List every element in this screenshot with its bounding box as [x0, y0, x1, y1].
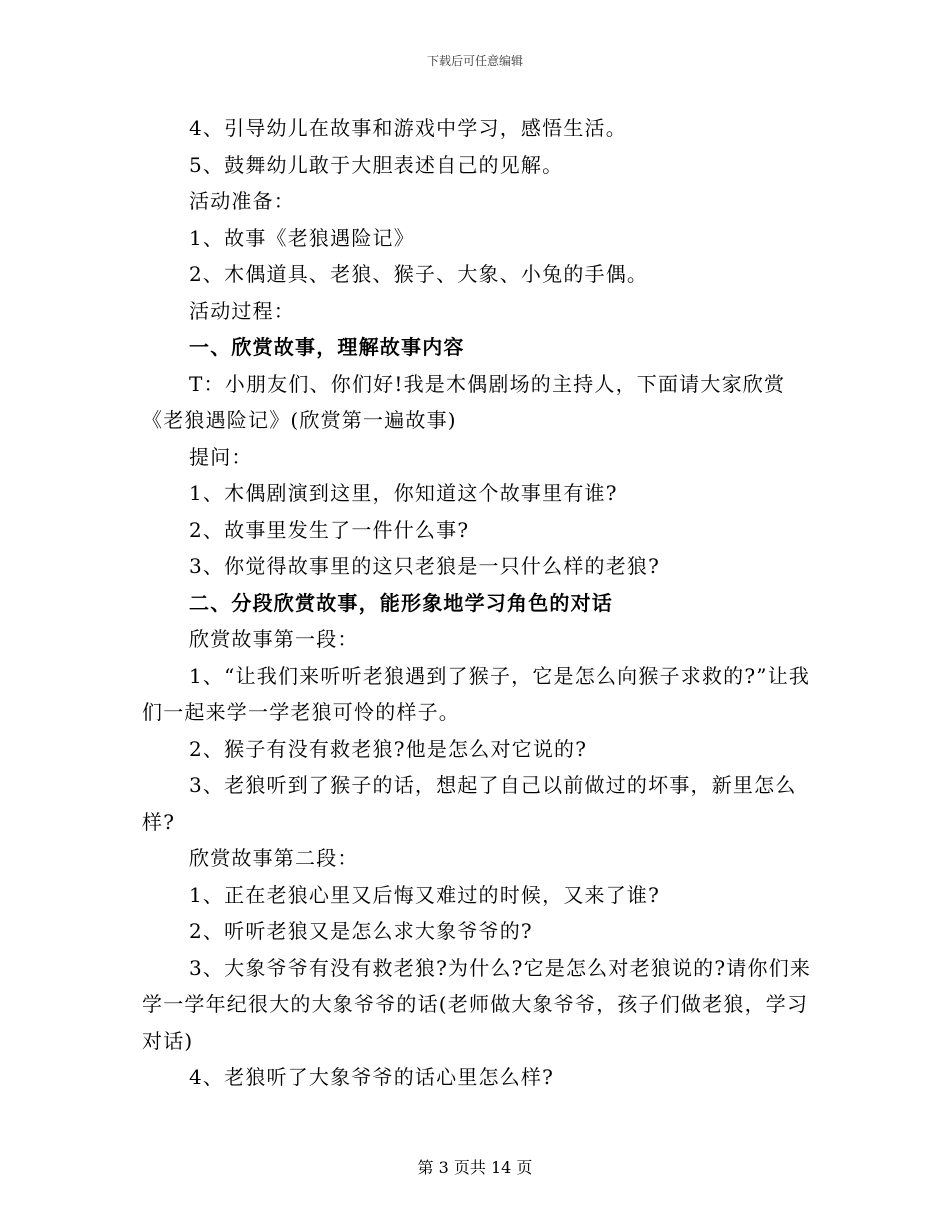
paragraph: 2、故事里发生了一件什么事? [189, 517, 470, 542]
paragraph: 欣赏故事第一段： [189, 627, 359, 651]
paragraph: 1、故事《老狼遇险记》 [189, 225, 415, 250]
page-footer: 第 3 页共 14 页 [417, 1158, 533, 1177]
document-body [142, 110, 812, 1096]
paragraph: 4、引导幼儿在故事和游戏中学习，感悟生活。 [189, 116, 627, 140]
paragraph: 2、听听老狼又是怎么求大象爷爷的? [189, 919, 533, 943]
paragraph: 1、木偶剧演到这里，你知道这个故事里有谁? [189, 481, 618, 505]
paragraph: 4、老狼听了大象爷爷的话心里怎么样? [189, 1065, 555, 1089]
paragraph: 3、你觉得故事里的这只老狼是一只什么样的老狼? [189, 554, 661, 578]
paragraph: 3、大象爷爷有没有救老狼?为什么?它是怎么对老狼说的?请你们来学一学年纪很大的大象爷爷的话(老师做大象爷爷，孩子们做老狼，学习对话) [142, 955, 812, 1053]
section-heading: 一、欣赏故事，理解故事内容 [189, 335, 465, 359]
paragraph: 提问： [189, 444, 253, 469]
paragraph: 活动准备： [189, 189, 295, 213]
paragraph: T：小朋友们、你们好!我是木偶剧场的主持人，下面请大家欣赏《老狼遇险记》(欣赏第一遍故事) [142, 371, 786, 432]
paragraph: 1、“让我们来听听老狼遇到了猴子，它是怎么向猴子求救的?”让我们一起来学一学老狼可怜的样子。 [142, 663, 811, 724]
paragraph: 1、正在老狼心里又后悔又难过的时候，又来了谁? [189, 882, 661, 907]
paragraph: 2、木偶道具、老狼、猴子、大象、小兔的手偶。 [189, 262, 649, 286]
paragraph: 5、鼓舞幼儿敢于大胆表述自己的见解。 [189, 152, 564, 177]
paragraph: 3、老狼听到了猴子的话，想起了自己以前做过的坏事，新里怎么样? [142, 773, 797, 834]
page-header: 下载后可任意编辑 [426, 54, 523, 68]
paragraph: 活动过程： [189, 298, 295, 323]
paragraph: 欣赏故事第二段： [189, 846, 359, 870]
section-heading: 二、分段欣赏故事，能形象地学习角色的对话 [189, 590, 613, 615]
paragraph: 2、猴子有没有救老狼?他是怎么对它说的? [189, 736, 588, 761]
